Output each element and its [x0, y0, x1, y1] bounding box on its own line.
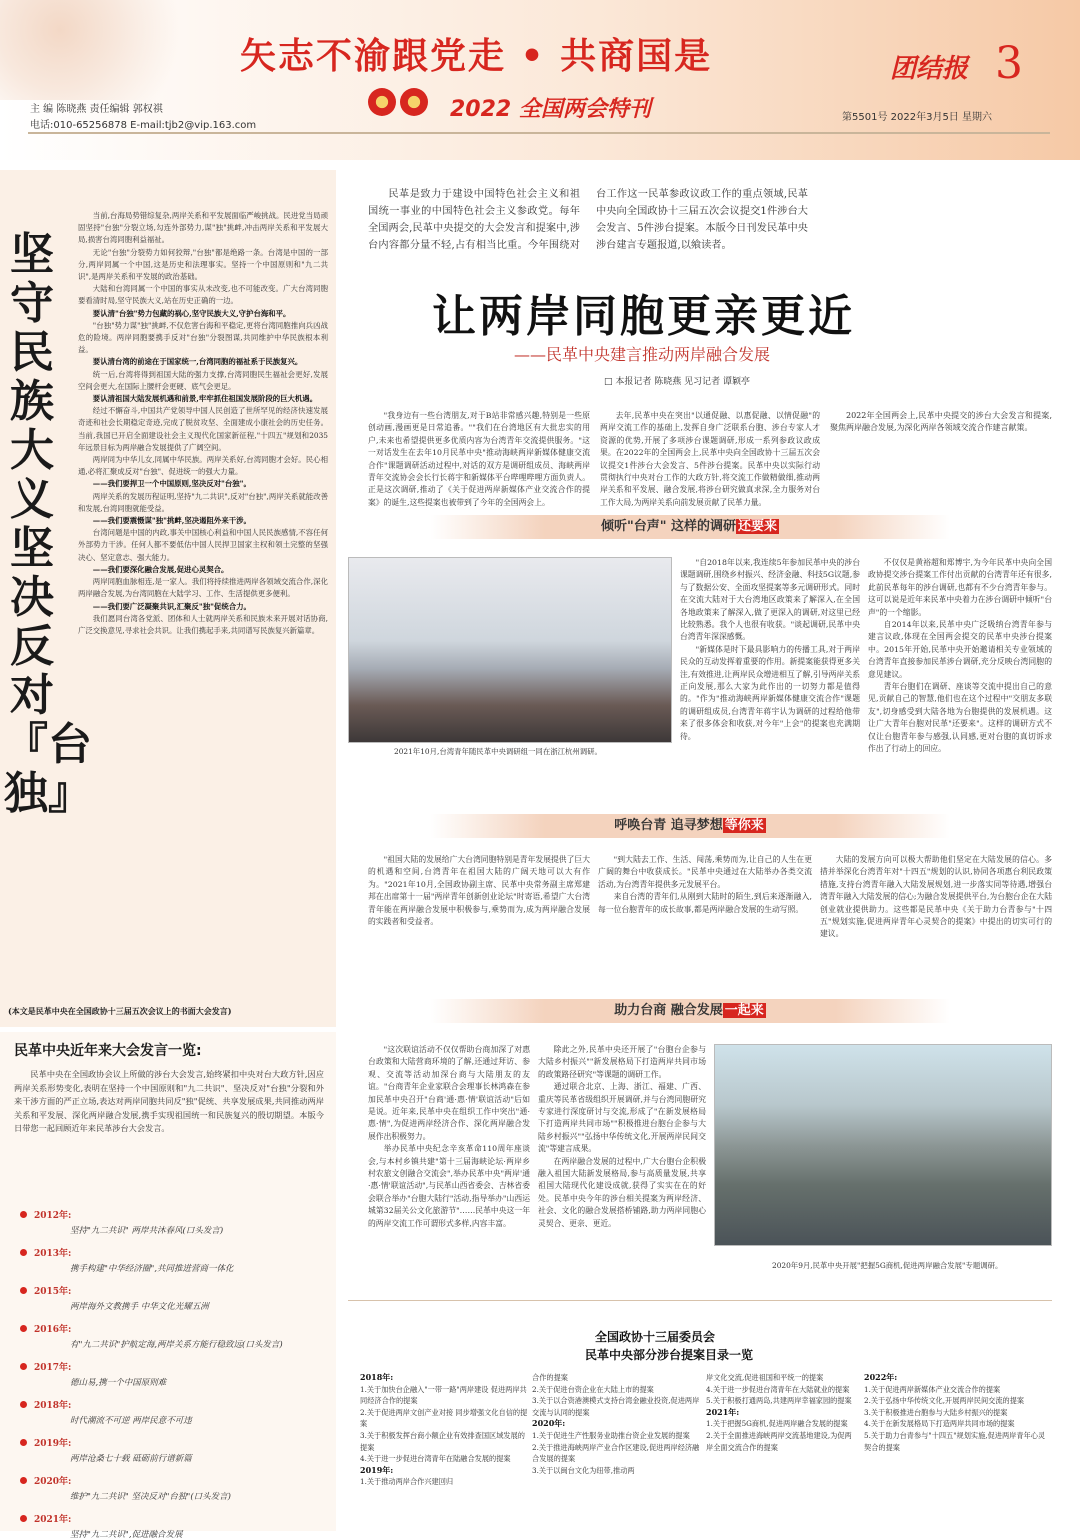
commentary-paragraph: ——我们要广泛凝聚共识,汇聚反"独"促统合力。	[92, 601, 251, 611]
timeline-year: 2020年:	[34, 1477, 72, 1487]
proposal-year: 2022年:	[864, 1372, 898, 1382]
paragraph: 2022年全国两会上,民革中央提交的涉台大会发言和提案,聚焦两岸融合发展,为深化两岸各领域交流合作建言献策。	[830, 411, 1052, 433]
article-column	[538, 1044, 706, 1272]
timeline-year: 2018年:	[34, 1401, 72, 1411]
proposal-item: 2.关于弘扬中华传统文化,开展两岸民间交流的提案	[864, 1396, 1025, 1406]
paragraph: "新媒体是时下最具影响力的传播工具,对于两岸民众的互动发挥着重要的作用。新提案能获得更多关注,有效推进,让两岸民众增进相互了解,引导两岸关系正向发展,那么大家为此作出的一切努力都是值得的。"作为"推动海峡两岸新媒体健康交流合作"课题的调研组成员,台湾青年蒋宇认为调研的过程给他带来了很多体会和收获,对今年"上会"的提案也充满期待。	[680, 644, 860, 741]
proposal-item: 5.关于助力台青参与"十四五"规划实施,促进两岸青年心灵契合的提案	[864, 1430, 1046, 1452]
article-column	[600, 410, 820, 512]
timeline-speech-title: 时代潮流不可逆 两岸民意不可违	[70, 1416, 192, 1426]
commentary-paragraph: 要认清台湾的前途在于国家统一,台湾同胞的福祉系于民族复兴。	[92, 357, 303, 367]
section-banner-youth	[430, 814, 950, 838]
commentary-paragraph: 经过不懈奋斗,中国共产党领导中国人民创造了世所罕见的经济快速发展奇迹和社会长期稳定奇迹,完成了脱贫攻坚、全面建成小康社会的历史任务。当前,我国已开启全面建设社会主义现代化国家新征程,"十四五"规划和2035年远景目标为两岸融合发展提供了广阔空间。	[78, 406, 328, 452]
article-column	[680, 557, 860, 797]
proposal-item: 3.关于积极推进台胞参与大陆乡村振兴的提案	[864, 1407, 1008, 1417]
party-emblems	[368, 88, 438, 118]
commentary-body	[78, 210, 328, 637]
article-byline: □ 本报记者 陈晓燕 见习记者 谭颖亭	[604, 377, 750, 387]
timeline-dot-icon	[20, 1363, 27, 1370]
timeline-speech-title: 两岸海外文教携手 中华文化光耀五洲	[70, 1302, 209, 1312]
proposal-list-title: 全国政协十三届委员会	[595, 1330, 716, 1344]
timeline-year: 2016年:	[34, 1325, 72, 1335]
newspaper-name: 团结报	[890, 54, 969, 84]
paragraph: 在两岸融合发展的过程中,广大台胞台企积极融入祖国大陆新发展格局,参与高质量发展,共享祖国大陆现代化建设成就,获得了实实在在的好处。民革中央今年的涉台相关提案为两岸经济、社会、文化的融合发展搭桥铺路,助力两岸同胞心灵契合、更亲、更近。	[538, 1156, 706, 1228]
article-subhead: ——民革中央建言推动两岸融合发展	[514, 345, 771, 364]
commentary-paragraph: 台湾问题是中国的内政,事关中国核心利益和中国人民民族感情,不容任何外部势力干涉。任何人都不要低估中国人民捍卫国家主权和领土完整的坚强决心、坚定意志、强大能力。	[78, 528, 328, 562]
proposal-item: 4.关于进一步促进台湾青年在陆融合发展的提案	[360, 1454, 511, 1464]
paragraph: "祖国大陆的发展给广大台湾同胞特别是青年发展提供了巨大的机遇和空间,台湾青年在祖国大陆的广阔天地可以大有作为。"2021年10月,全国政协副主席、民革中央常务副主席郑建邦在出席第十一届"两岸青年创新创业论坛"时寄语,希望广大台湾青年能在两岸融合发展中积极参与,乘势而为,成为两岸融合发展的实践者和受益者。	[368, 855, 590, 927]
proposal-item: 岸文化交流,促进祖国和平统一的提案	[706, 1373, 824, 1382]
photo-caption: 2021年10月,台湾青年随民革中央调研组一同在浙江杭州调研。	[394, 747, 602, 756]
photo-hangzhou-research	[348, 557, 672, 743]
proposal-column	[532, 1372, 700, 1476]
paragraph: 来自台湾的青年们,从刚到大陆时的陌生,到后来逐渐融入,每一位台胞青年的成长故事,都是两岸融合发展的生动写照。	[598, 892, 812, 914]
commentary-paragraph: 两岸同为中华儿女,同属中华民族。两岸关系好,台湾同胞才会好。民心相通,必将汇聚成反对"台独"、促进统一的强大力量。	[78, 455, 328, 477]
emblem-watermark	[0, 0, 230, 100]
proposal-item: 2.关于推进海峡两岸产业合作区建设,促进两岸经济融合发展的提案	[532, 1442, 700, 1464]
commentary-paragraph: ——我们要捍卫一个中国原则,坚决反对"台独"。	[92, 479, 251, 489]
timeline-speech-title: 携手构建"中华经济圈",共同推进营商一体化	[70, 1264, 234, 1274]
paragraph: 自2014年以来,民革中央广泛吸纳台湾青年参与建言议政,体现在全国两会提交的民革中央涉台提案中。2015年开始,民革中央开始邀请相关专业领域的台湾青年直接参加民革涉台调研,充分反映台湾同胞的意见建议。	[868, 620, 1052, 679]
editor-line: 主 编 陈晓燕 责任编辑 郭权祺	[30, 104, 163, 115]
commentary-paragraph: "台独"势力谋"独"挑衅,不仅危害台海和平稳定,更将台湾同胞推向兵凶战危的险境。两岸同胞要携手反对"台独"分裂图谋,共同维护中华民族根本利益。	[78, 320, 328, 355]
speech-list-title: 民革中央近年来大会发言一览:	[14, 1043, 202, 1059]
paragraph: "到大陆去工作、生活、闯荡,乘势而为,让自己的人生在更广阔的舞台中收获成长。"民革中央通过在大陆举办各类交流活动,为台湾青年提供多元发展平台。	[598, 855, 812, 889]
article-column	[368, 854, 590, 974]
proposal-column	[706, 1372, 856, 1453]
commentary-note: (本文是民革中央在全国政协十三届五次会议上的书面大会发言)	[8, 1006, 232, 1016]
divider	[348, 1300, 1052, 1301]
proposal-year: 2020年:	[532, 1418, 566, 1429]
proposal-item: 3.关于积极发挥台商小额企业有效排查国区域发展的提案	[360, 1430, 525, 1452]
paragraph: 青年台胞们在调研、座谈等交流中提出自己的意见,贡献自己的智慧,他们也在这个过程中"交朋友多联友",切身感受到大陆各地为台胞提供的发展机遇。这让广大青年台胞对民革"还要来"。这样的调研方式不仅让台胞青年参与感强,认同感,更对台胞的真切诉求作出了行动上的回应。	[868, 682, 1052, 754]
commentary-paragraph: 要认清"台独"势力包藏的祸心,坚守民族大义,守护台海和平。	[92, 308, 291, 318]
proposal-item: 1.关于促进两岸新媒体产业交流合作的提案	[864, 1384, 1001, 1394]
proposal-year: 2018年:	[360, 1372, 394, 1382]
proposal-item: 1.关于促进生产性服务业助推台资企业发展的提案	[532, 1430, 690, 1440]
proposal-item: 1.关于推动两岸合作兴建回归	[360, 1477, 454, 1487]
timeline-year: 2019年:	[34, 1439, 72, 1449]
commentary-paragraph: 大陆和台湾同属一个中国的事实从未改变,也不可能改变。广大台湾同胞要看清时局,坚守民族大义,站在历史正确的一边。	[78, 284, 328, 306]
proposal-list-subtitle: 民革中央部分涉台提案目录一览	[585, 1348, 754, 1362]
article-column	[820, 854, 1052, 974]
banner-text: 倾听"台声" 这样的调研	[600, 519, 737, 534]
paragraph: 除此之外,民革中央还开展了"台胞台企参与大陆乡村振兴""新发展格局下打造两岸共同市场的政策路径研究"等课题的调研工作。	[538, 1045, 706, 1079]
timeline-dot-icon	[20, 1325, 27, 1332]
paragraph: 不仅仅是黄裕超和郑博宇,为今年民革中央向全国政协提交涉台提案工作付出贡献的台湾青年还有很多,此前民革每年的涉台调研,也都有不少台湾青年参与。这可以说是近年来民革中央着力在涉台调研中倾听"台声"的一个缩影。	[868, 558, 1052, 617]
timeline-speech-title: 坚持"九二共识",促进融合发展	[70, 1530, 183, 1540]
section-banner-business	[430, 999, 950, 1023]
contact-line: 电话:010-65256878 E-mail:tjb2@vip.163.com	[30, 120, 257, 131]
timeline-speech-title: 德山易,携一个中国原则难	[70, 1378, 167, 1388]
proposal-item: 5.关于积极打通两岛,共建两岸幸福家园的提案	[706, 1396, 852, 1406]
paragraph: "这次联谊活动不仅仅帮助台商加深了对惠台政策和大陆营商环境的了解,还通过拜访、参观、交流等活动加深台商与大陆朋友的友谊。"台商青年企业家联合会理事长林鸿森在参加民革中央召开"台商'通·惠·情'联谊活动"后如是说。近年来,民革中央在组织工作中突出"通·惠·情",为促进两岸经济合作、深化两岸融合发展作出积极努力。	[368, 1045, 530, 1141]
proposal-item: 1.关于加快台企融入"一带一路"两岸建设 促进两岸共同经济合作的提案	[360, 1384, 527, 1406]
paragraph: 大陆的发展方向可以极大帮助他们坚定在大陆发展的信心。多措并举深化台湾青年对"十四五"规划的认识,协同各项惠台利民政策措施,支持台湾青年融入大陆发展规划,进一步落实同等待遇,增强台湾青年融入大陆发展的信心;为融合发展提供平台,为台胞台企在大陆创业就业提供助力。这些都是民革中央《关于助力台青参与"十四五"规划实施,促进两岸青年心灵契合的提案》中提出的切实可行的建议。	[820, 855, 1052, 939]
paragraph: 举办民革中央纪念辛亥革命110周年座谈会,与本村乡镇共建"第十三届海峡论坛·两岸乡村农旅文创融合交流会",举办民革中央"两岸'通·惠·情'联谊活动",与民革山西省委会、吉林省委会联合举办"台胞大陆行"活动,指导举办"山西运城第32届关公文化旅游节"……民革中央这一年的两岸交流工作可谓形式多样,内容丰富。	[368, 1144, 530, 1228]
paragraph: "自2018年以来,我连续5年参加民革中央的涉台课题调研,围绕乡村振兴、经济金融、科技5G议题,参与了数据公安、全面攻坚提案等多元调研形式。同时在交流大陆对于大台湾地区政策来了解深入,在全国各地政策来了解深入,做了更深入的调研,对这里已经比较熟悉。我个人也很有收获。"谈起调研,民革中央台湾青年深深感慨。	[680, 558, 860, 642]
banner-highlight: 一起来	[724, 1003, 764, 1018]
proposal-item: 2.关于促进两岸文创产业对接 同步增强文化自信的提案	[360, 1407, 528, 1429]
timeline-dot-icon	[20, 1515, 27, 1522]
commentary-paragraph: 我们愿同台湾各党派、团体和人士就两岸关系和民族未来开展对话协商,广泛交换意见,寻求社会共识。让我们携起手来,共同谱写民族复兴新篇章。	[78, 613, 328, 635]
timeline-year: 2021年:	[34, 1515, 72, 1525]
timeline-dot-icon	[20, 1287, 27, 1294]
timeline-speech-title: 坚持"九二共识" 两岸共沐春风(口头发言)	[70, 1226, 224, 1236]
timeline-year: 2013年:	[34, 1249, 72, 1259]
timeline-year: 2015年:	[34, 1287, 72, 1297]
commentary-paragraph: 两岸同胞血脉相连,是一家人。我们将持续推进两岸各领域交流合作,深化两岸融合发展,为台湾同胞在大陆学习、工作、生活提供更多便利。	[78, 577, 328, 599]
page-slogan: 矢志不渝跟党走 • 共商国是	[240, 36, 713, 77]
commentary-paragraph: ——我们要深化融合发展,促进心灵契合。	[92, 564, 229, 574]
banner-text: 呼唤台青 追寻梦想	[614, 818, 723, 833]
proposal-item: 2.关于全面推进海峡两岸交流基地建设,为促两岸全面交流合作的提案	[706, 1430, 852, 1452]
emblem-icon	[400, 88, 428, 116]
commentary-paragraph: 当前,台海局势错综复杂,两岸关系和平发展面临严峻挑战。民进党当局顽固坚持"台独"分裂立场,勾连外部势力,谋"独"挑衅,冲击两岸关系和平发展大局,损害台湾同胞利益福祉。	[78, 211, 328, 245]
proposal-column	[864, 1372, 1046, 1453]
article-intro: 民革是致力于建设中国特色社会主义和祖国统一事业的中国特色社会主义参政党。每年全国两会,民革中央提交的大会发言和提案中,涉台内容都分量不轻,占有相当比重。今年围绕对台工作这一民革参政议政工作的重点领域,民革中央向全国政协十三届五次会议提交1件涉台大会发言、5件涉台提案。本版今日刊发民革中央涉台建言专题报道,以飨读者。	[368, 189, 808, 251]
commentary-paragraph: 要认清祖国大陆发展机遇和前景,牢牢抓住祖国发展阶段的巨大机遇。	[92, 394, 318, 404]
commentary-paragraph: ——我们要震慑谋"独"挑衅,坚决遏阻外来干涉。	[92, 516, 251, 526]
paragraph: "我身边有一些台湾朋友,对于B站非常感兴趣,特别是一些原创动画,漫画更是日常追番。""我们在台湾地区有大批忠实的用户,未来也希望提供更多优质内容为台湾青年交流提供服务。"这一对话发生在去年10月民革中央"推动海峡两岸新媒体健康交流合作"课题调研活动过程中,对话的双方是调研组成员、海峡两岸青年交流协会会长行长蒋宇和新媒体平台哔哩哔哩方面负责人。正是这次调研,推动了《关于促进两岸新媒体产业交流合作的提案》的诞生,这些提案也被带到了今年的全国两会上。	[368, 411, 590, 507]
header-rule	[28, 132, 1050, 134]
section-banner-listen	[430, 515, 950, 539]
proposal-item: 4.关于进一步促进台湾青年在大陆就业的提案	[706, 1384, 850, 1394]
speech-list-intro: 民革中央在全国政协会议上所做的涉台大会发言,始终紧扣中央对台大政方针,因应两岸关系形势变化,表明在坚持一个中国原则和"九二共识"、坚决反对"台独"分裂和外来干涉方面的严正立场,表达对两岸同胞共同反"独"促统、共享发展成果,共同推动两岸关系和平发展、深化两岸融合发展,携手实现祖国统一和民族复兴的殷切期望。本版今日带您一起回顾近年来民革涉台大会发言。	[14, 1069, 324, 1133]
proposal-item: 3.关于以闽台文化为纽带,推动两	[532, 1465, 635, 1475]
photo-caption: 2020年9月,民革中央开展"把握5G商机,促进两岸融合发展"专题调研。	[772, 1261, 1003, 1270]
commentary-paragraph: 无论"台独"分裂势力如何狡辩,"台独"都是绝路一条。台湾是中国的一部分,两岸同属一个中国,这是历史和法理事实。坚持一个中国原则和"九二共识",是两岸关系和平发展的政治基础。	[78, 247, 328, 282]
article-column	[598, 854, 812, 974]
timeline-dot-icon	[20, 1249, 27, 1256]
article-column	[368, 410, 590, 512]
timeline-speech-title: 有"九二共识"护航定海,两岸关系方能行稳致远(口头发言)	[70, 1340, 283, 1350]
timeline-dot-icon	[20, 1401, 27, 1408]
speech-timeline	[0, 1208, 336, 1540]
banner-highlight: 还要来	[738, 519, 778, 534]
banner-highlight: 等你来	[724, 818, 764, 833]
commentary-paragraph: 两岸关系的发展历程证明,坚持"九二共识",反对"台独",两岸关系就能改善和发展,台湾同胞就能受益。	[78, 491, 328, 513]
timeline-speech-title: 两岸沧桑七十载 砥砺前行谱新篇	[70, 1454, 192, 1464]
article-headline: 让两岸同胞更亲更近	[432, 291, 855, 342]
vertical-headline: 坚守民族大义 坚决反对『台独』	[4, 229, 92, 819]
timeline-year: 2012年:	[34, 1211, 72, 1221]
timeline-speech-title: 维护"九二共识" 坚决反对"台独"(口头发言)	[70, 1492, 231, 1502]
timeline-dot-icon	[20, 1211, 27, 1218]
proposal-item: 4.关于在新发展格局下打造两岸共同市场的提案	[864, 1419, 1015, 1429]
article-column	[868, 557, 1052, 797]
emblem-icon	[368, 88, 396, 116]
issue-line: 第5501号 2022年3月5日 星期六	[842, 112, 992, 123]
timeline-dot-icon	[20, 1477, 27, 1484]
paragraph: 通过联合北京、上海、浙江、福建、广西、重庆等民革省级组织开展调研,并与台湾同胞研究专家进行深度研讨与交流,形成了"在新发展格局下打造两岸共同市场""积极推进台胞台企参与大陆乡村振兴""弘扬中华传统文化,开展两岸民间交流"等建言成果。	[538, 1082, 706, 1154]
timeline-year: 2017年:	[34, 1363, 72, 1373]
proposal-column	[360, 1372, 528, 1488]
commentary-paragraph: 统一后,台湾将得到祖国大陆的强力支撑,台湾同胞民生福祉会更好,发展空间会更大,在国际上腰杆会更硬、底气会更足。	[78, 369, 328, 391]
article-column	[830, 410, 1052, 512]
page-number: 3	[995, 38, 1023, 89]
proposal-item: 合作的提案	[532, 1373, 568, 1382]
article-column	[368, 1044, 530, 1272]
proposal-year: 2019年:	[360, 1464, 394, 1475]
special-edition-title: 2022 全国两会特刊	[450, 97, 651, 122]
proposal-year: 2021年:	[706, 1406, 740, 1417]
proposal-item: 1.关于把握5G商机,促进两岸融合发展的提案	[706, 1419, 848, 1429]
proposal-item: 3.关于以合资港澳模式支持台湾金融业投资,促进两岸交流与认同的提案	[532, 1396, 700, 1417]
proposal-item: 2.关于促进台资企业在大陆上市的提案	[532, 1384, 654, 1394]
banner-text: 助力台商 融合发展	[614, 1003, 723, 1018]
timeline-dot-icon	[20, 1439, 27, 1446]
paragraph: 去年,民革中央在突出"以通促融、以惠促融、以情促融"的两岸交流工作的基础上,发挥自身广泛联系台胞、涉台专家人才资源的优势,开展了多项涉台课题调研,形成一系列参政议政成果。在2022年的全国两会上,民革中央向全国政协十三届五次会议提交1件涉台大会发言、5件涉台提案。民革中央以实际行动贯彻执行中央对台工作的大政方针,将交流工作做精做细,推动两岸关系和平发展、融合发展,将涉台研究做真求深,全力服务对台工作大局,为两岸关系向前发展贡献了民革力量。	[600, 411, 820, 507]
photo-5g-research	[714, 1044, 1052, 1246]
